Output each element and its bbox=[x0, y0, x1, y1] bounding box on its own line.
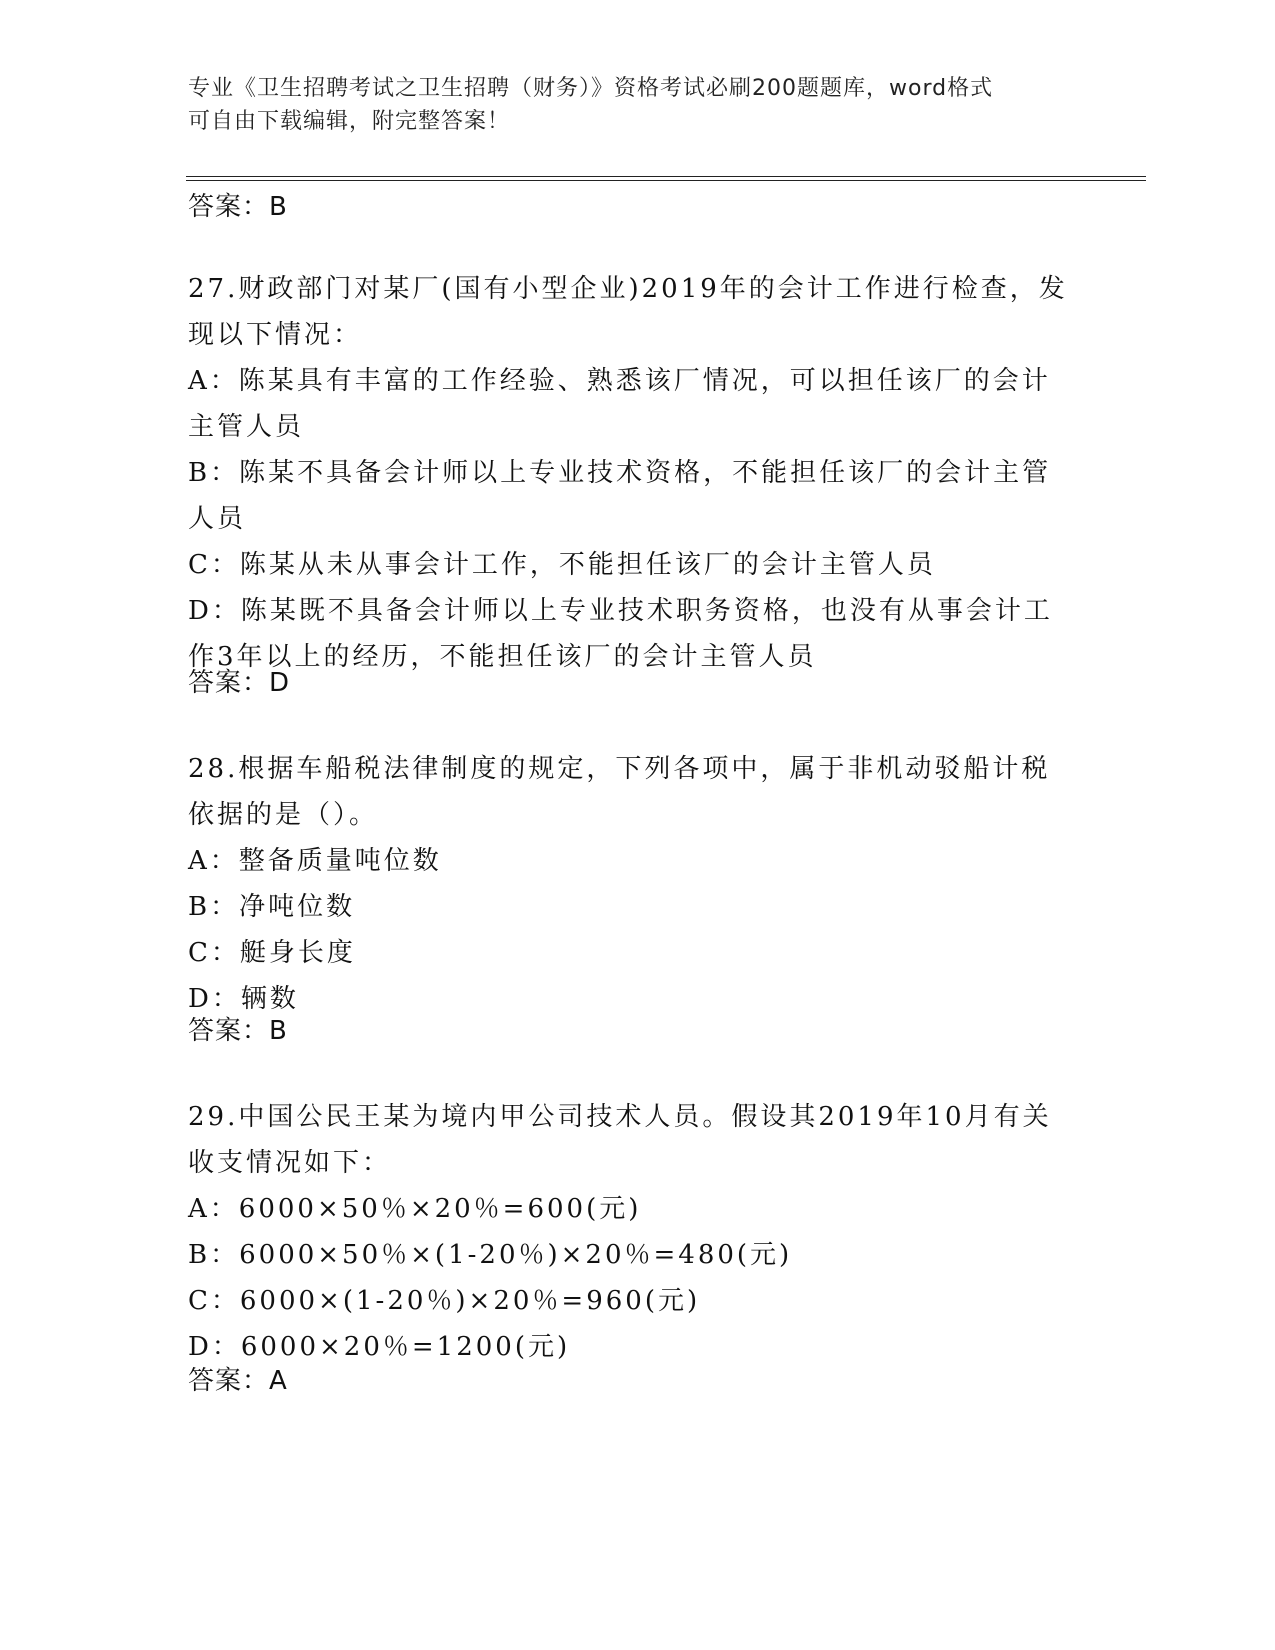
option-a: A：6000×50％×20％=600(元) bbox=[188, 1194, 642, 1224]
question-28 bbox=[188, 746, 1068, 1022]
document-header bbox=[188, 72, 1068, 138]
question-stem: 28.根据车船税法律制度的规定，下列各项中，属于非机动驳船计税依据的是（）。 bbox=[188, 754, 1051, 830]
answer-29: 答案：A bbox=[188, 1366, 288, 1396]
option-d: D：辆数 bbox=[188, 984, 299, 1014]
option-b: B：陈某不具备会计师以上专业技术资格，不能担任该厂的会计主管人员 bbox=[188, 458, 1052, 534]
answer-27: 答案：D bbox=[188, 668, 291, 698]
question-27 bbox=[188, 266, 1068, 680]
option-c: C：6000×(1-20％)×20％=960(元) bbox=[188, 1286, 701, 1316]
header-rule-bottom bbox=[186, 180, 1146, 181]
option-a: A：陈某具有丰富的工作经验、熟悉该厂情况，可以担任该厂的会计主管人员 bbox=[188, 366, 1051, 442]
option-a: A：整备质量吨位数 bbox=[188, 846, 442, 876]
option-b: B：净吨位数 bbox=[188, 892, 356, 922]
header-line-2: 可自由下载编辑，附完整答案！ bbox=[188, 109, 511, 134]
option-d: D：陈某既不具备会计师以上专业技术职务资格，也没有从事会计工作3年以上的经历，不能担任该厂的会计主管人员 bbox=[188, 596, 1053, 672]
header-rule-top bbox=[186, 176, 1146, 177]
option-d: D：6000×20％=1200(元) bbox=[188, 1332, 571, 1362]
answer-28: 答案：B bbox=[188, 1016, 288, 1046]
option-c: C：艇身长度 bbox=[188, 938, 356, 968]
option-c: C：陈某从未从事会计工作，不能担任该厂的会计主管人员 bbox=[188, 550, 936, 580]
answer-prev: 答案：B bbox=[188, 192, 288, 222]
question-stem: 29.中国公民王某为境内甲公司技术人员。假设其2019年10月有关收支情况如下： bbox=[188, 1102, 1052, 1178]
option-b: B：6000×50％×(1-20％)×20％=480(元) bbox=[188, 1240, 793, 1270]
header-line-1: 专业《卫生招聘考试之卫生招聘（财务）》资格考试必刷200题题库，word格式 bbox=[188, 76, 994, 101]
question-stem: 27.财政部门对某厂(国有小型企业)2019年的会计工作进行检查，发现以下情况： bbox=[188, 274, 1068, 350]
question-29 bbox=[188, 1094, 1068, 1370]
